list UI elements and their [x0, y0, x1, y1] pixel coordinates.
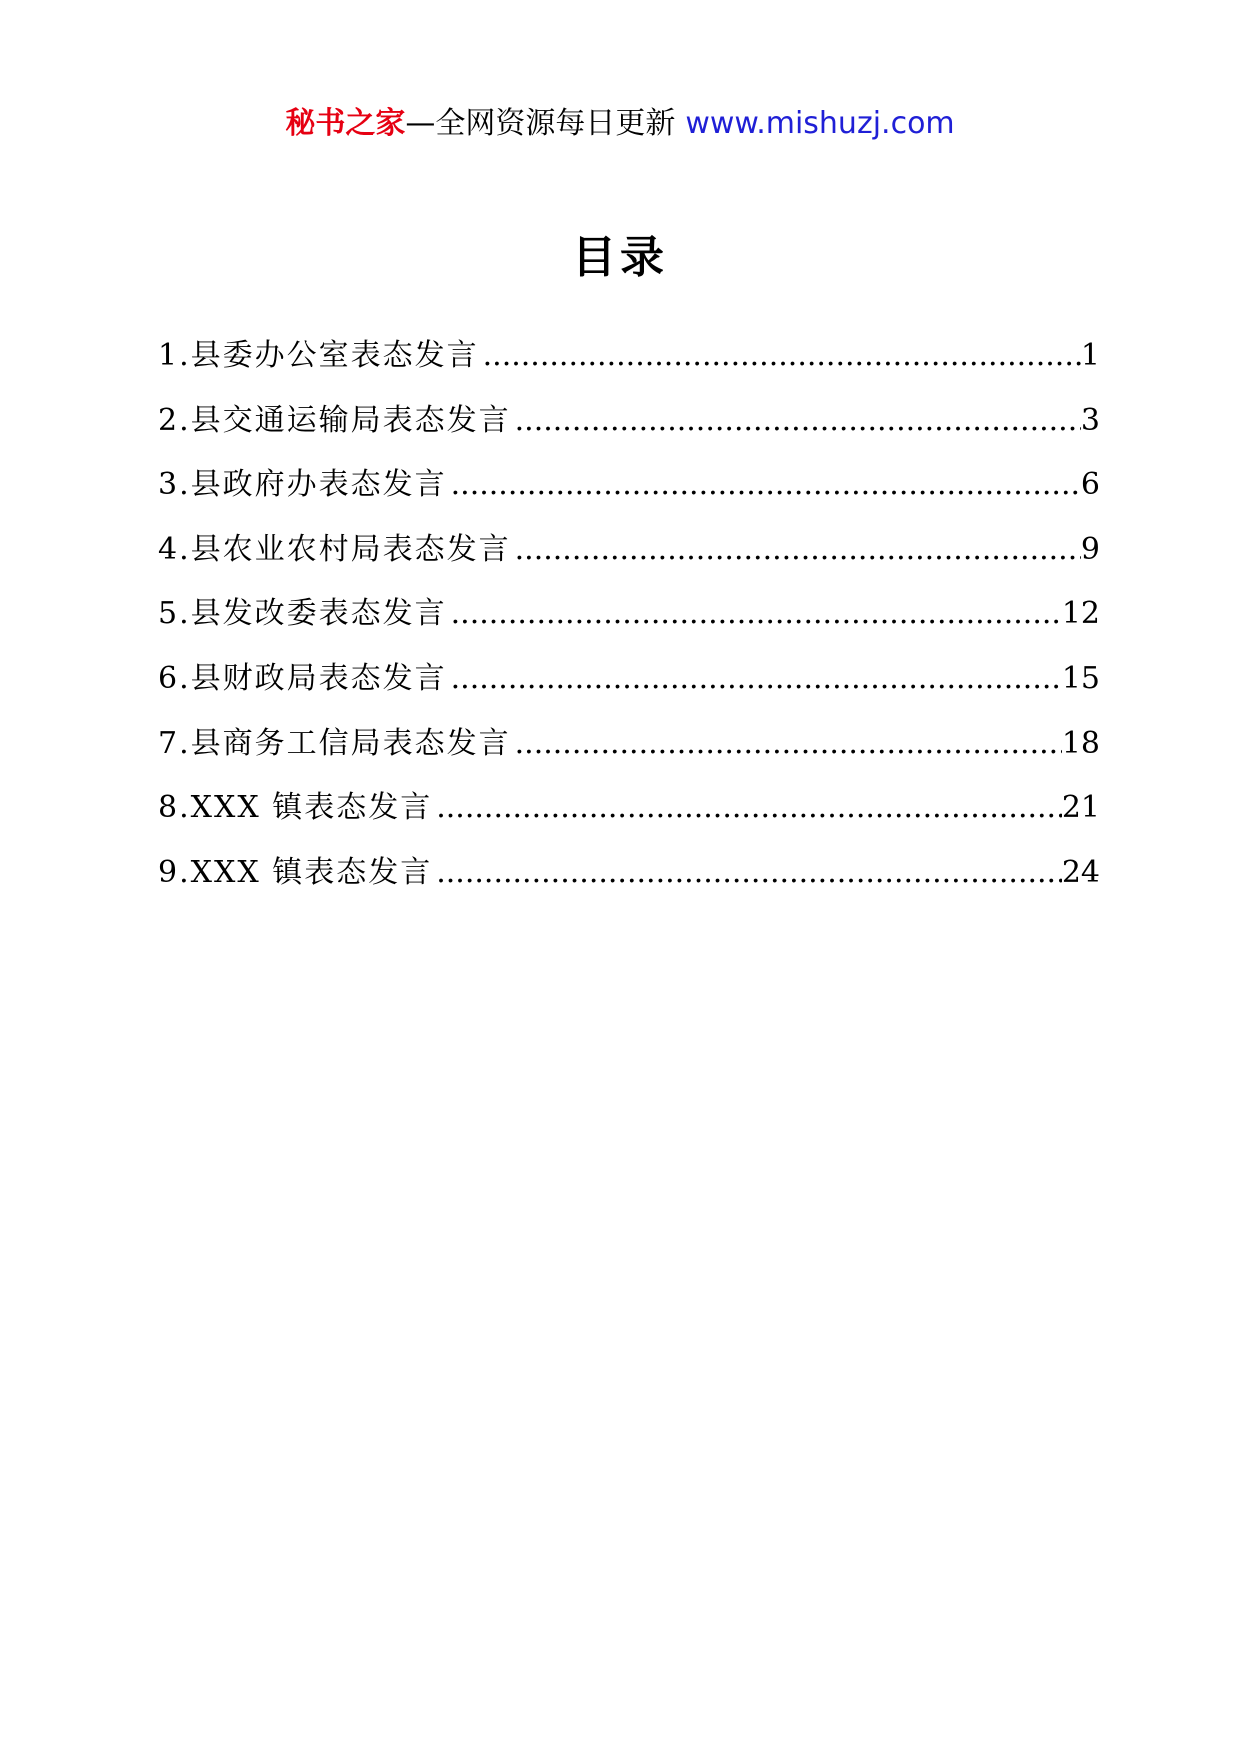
- toc-entry-page: 24: [1061, 854, 1100, 890]
- toc-entry-title: 7.县商务工信局表态发言: [158, 725, 511, 761]
- toc-entry[interactable]: [158, 465, 1100, 530]
- toc-entry-page: 12: [1061, 596, 1100, 632]
- toc-entry[interactable]: [158, 724, 1100, 789]
- toc-entry[interactable]: [158, 788, 1100, 853]
- brand-name: 秘书之家: [285, 106, 406, 141]
- toc-dot-leader: [511, 530, 1081, 570]
- toc-entry[interactable]: [158, 853, 1100, 918]
- toc-dot-leader: [432, 788, 1062, 828]
- toc-entry-page: 21: [1061, 790, 1100, 826]
- toc-entry[interactable]: [158, 401, 1100, 466]
- toc-entry-page: 18: [1061, 725, 1100, 761]
- header-tagline: —全网资源每日更新: [405, 106, 676, 141]
- toc-entry-page: 15: [1061, 660, 1100, 696]
- toc-entry-page: 6: [1080, 467, 1100, 503]
- toc-entry[interactable]: [158, 530, 1100, 595]
- toc-entry-page: 1: [1080, 338, 1100, 373]
- toc-title: 目录: [572, 232, 668, 283]
- toc-dot-leader: [447, 594, 1062, 634]
- site-header: [0, 100, 1240, 148]
- toc-dot-leader: [432, 853, 1062, 893]
- toc-entry[interactable]: [158, 659, 1100, 724]
- toc-dot-leader: [447, 465, 1081, 505]
- site-url-link[interactable]: www.mishuzj.com: [685, 106, 955, 141]
- toc-entry[interactable]: [158, 336, 1100, 401]
- toc-entry-title: 6.县财政局表态发言: [158, 660, 447, 696]
- toc-entry-title: 9.XXX 镇表态发言: [158, 854, 433, 890]
- toc-entry-title: 1.县委办公室表态发言: [158, 338, 479, 373]
- toc-entry-page: 3: [1080, 402, 1100, 438]
- toc-entry-title: 5.县发改委表态发言: [158, 596, 447, 632]
- toc-entry-title: 8.XXX 镇表态发言: [158, 790, 433, 826]
- toc-entry-page: 9: [1080, 531, 1100, 567]
- toc-dot-leader: [511, 401, 1081, 441]
- toc-entry-title: 2.县交通运输局表态发言: [158, 402, 511, 438]
- toc-entry-title: 4.县农业农村局表态发言: [158, 531, 511, 567]
- toc-dot-leader: [447, 659, 1062, 699]
- toc-entry[interactable]: [158, 594, 1100, 659]
- toc-dot-leader: [511, 724, 1062, 764]
- toc-entry-title: 3.县政府办表态发言: [158, 467, 447, 503]
- toc-list: [158, 336, 1100, 917]
- toc-dot-leader: [479, 336, 1081, 376]
